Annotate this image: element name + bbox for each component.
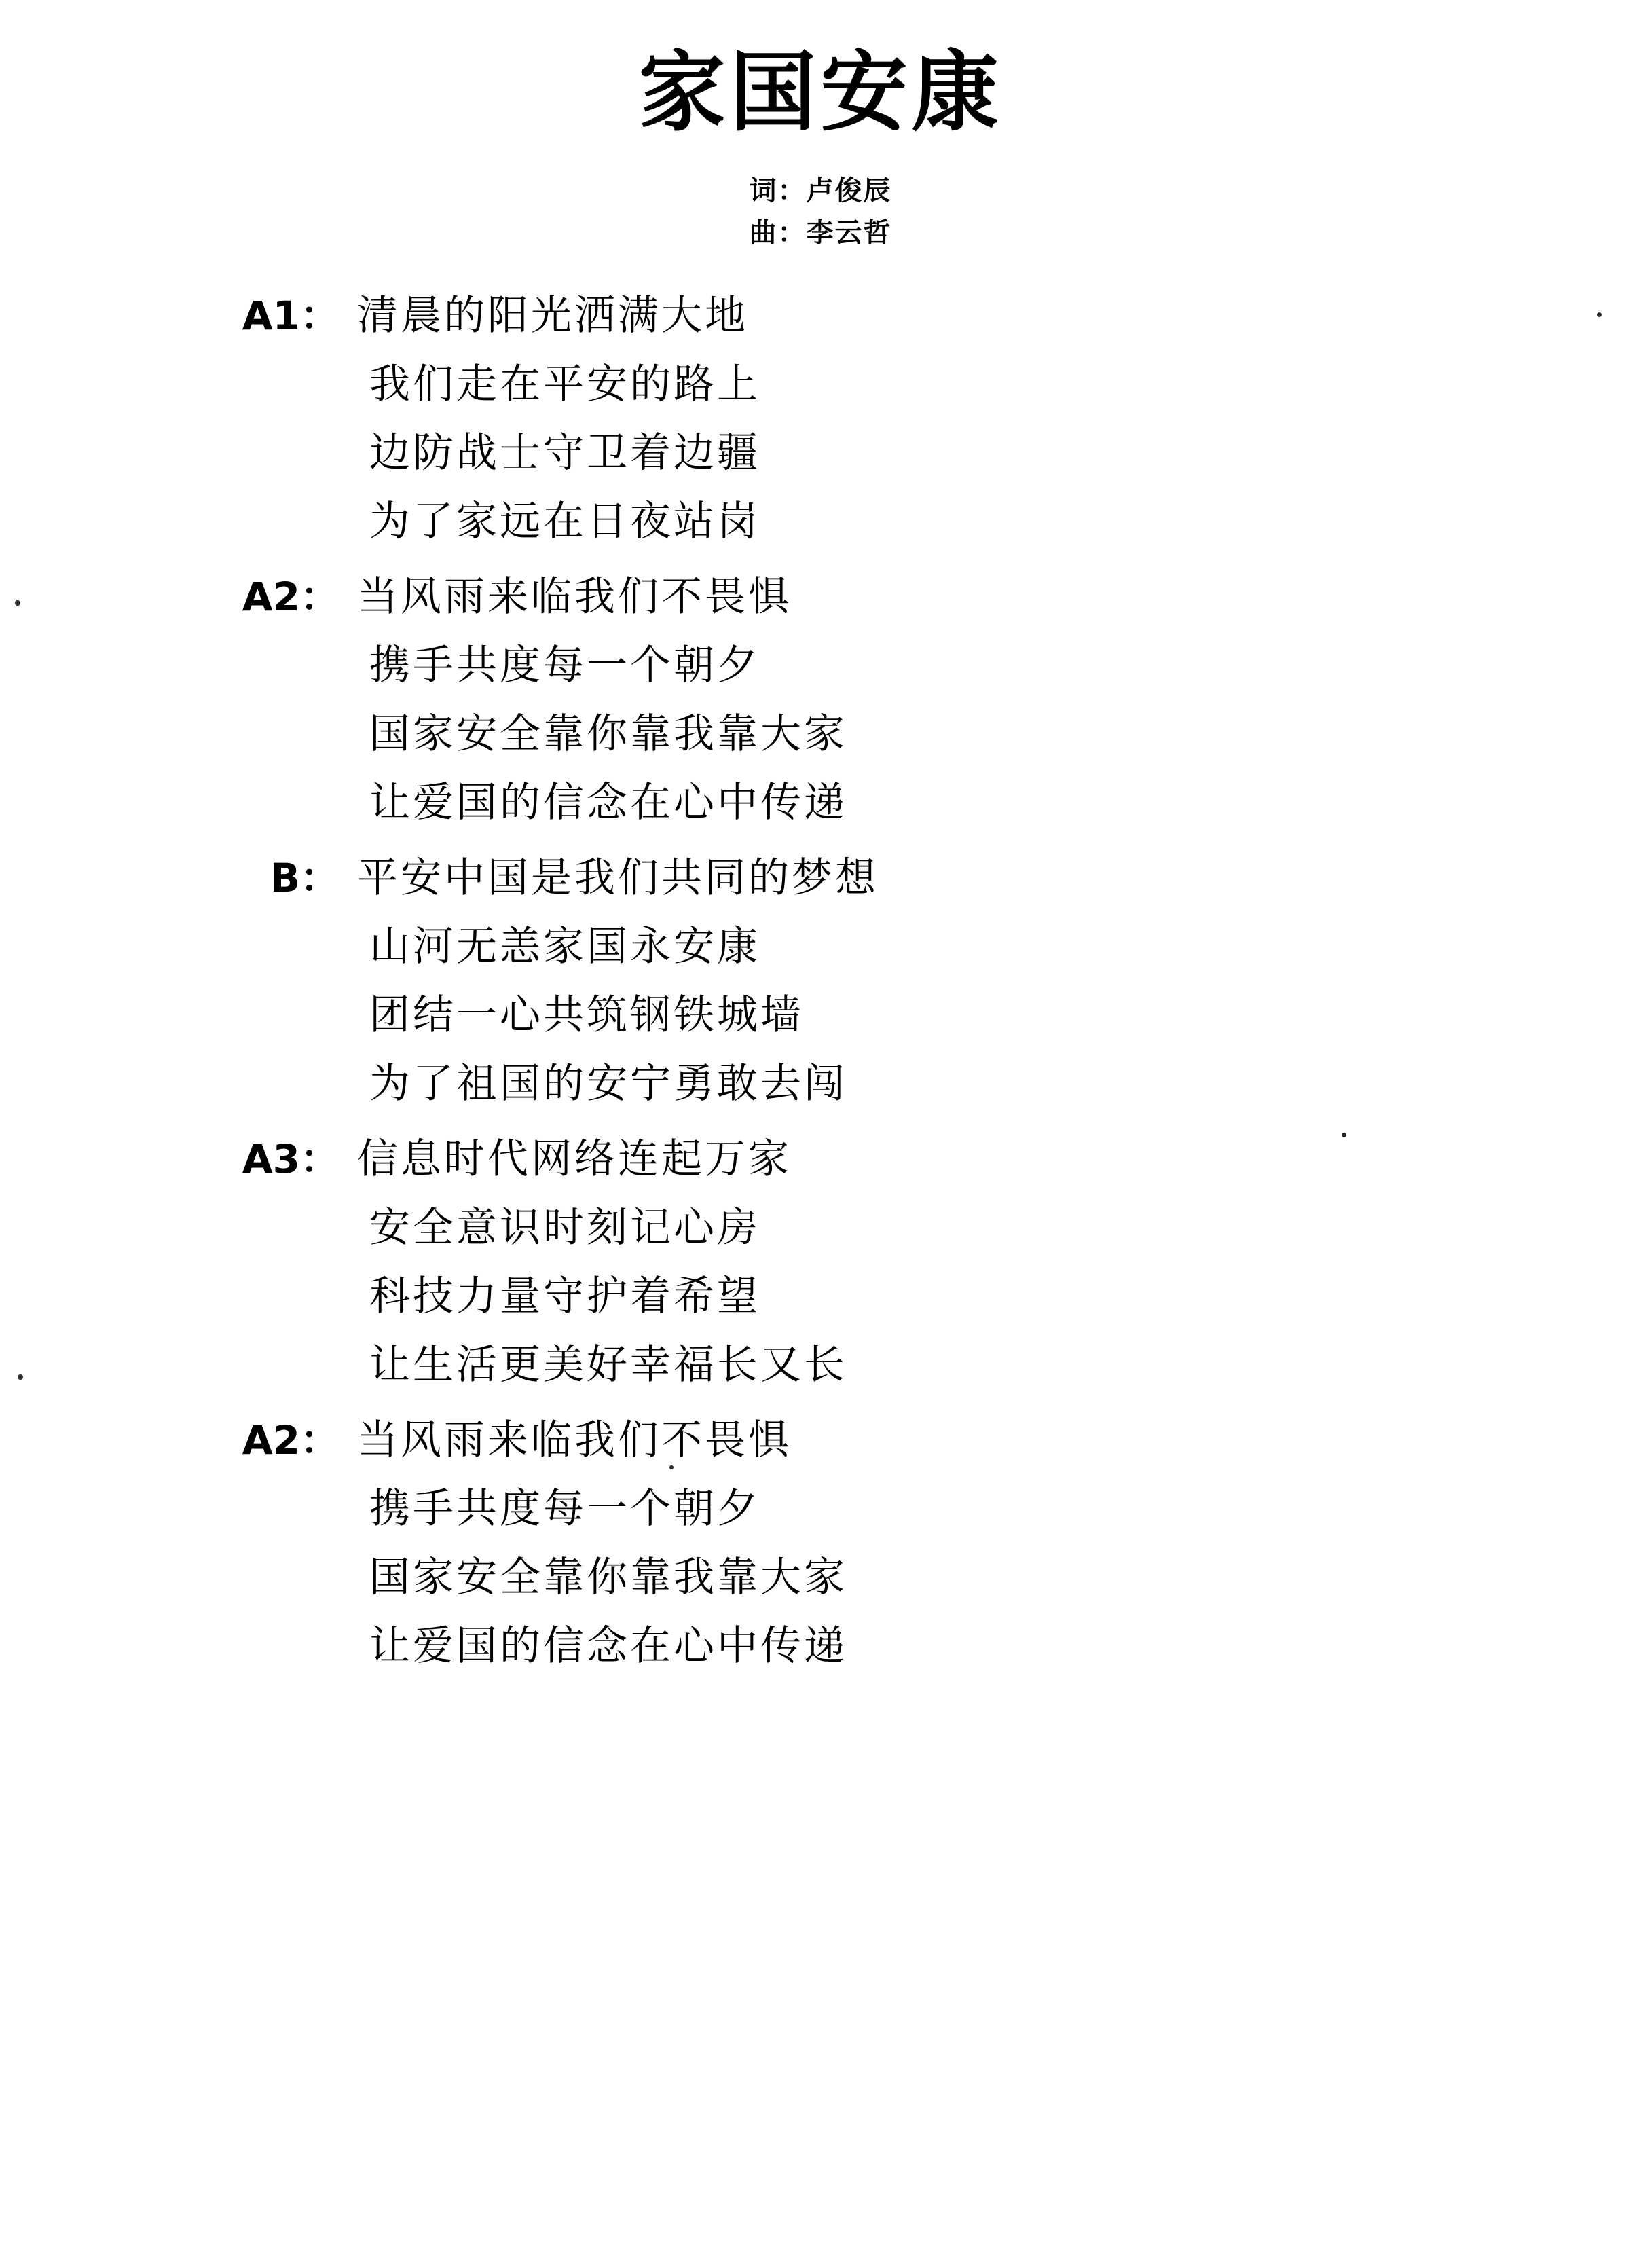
lyric-text: 边防战士守卫着边疆 — [369, 428, 760, 477]
lyric-line — [0, 284, 1641, 342]
lyric-line — [0, 1484, 1641, 1535]
lyric-line — [0, 778, 1641, 828]
lyric-stanza — [0, 1127, 1641, 1391]
scan-speck — [15, 600, 20, 606]
scan-speck — [1342, 1133, 1346, 1137]
lyric-text: 携手共度每一个朝夕 — [369, 1484, 760, 1533]
lyric-text: 平安中国是我们共同的梦想 — [357, 854, 879, 902]
scan-speck — [669, 1465, 674, 1469]
lyric-text: 清晨的阳光洒满大地 — [357, 291, 748, 340]
lyric-text: 让爱国的信念在心中传递 — [369, 1622, 847, 1670]
lyric-text: 为了家远在日夜站岗 — [369, 497, 760, 545]
scan-speck — [1597, 312, 1602, 317]
lyric-stanza — [0, 846, 1641, 1110]
lyric-text: 让爱国的信念在心中传递 — [369, 778, 847, 826]
stanza-label: A1： — [242, 292, 339, 339]
lyric-line — [0, 640, 1641, 691]
lyric-line — [0, 1340, 1641, 1391]
lyric-line — [0, 359, 1641, 410]
lyric-line — [0, 921, 1641, 972]
stanza-label: A2： — [242, 1416, 339, 1463]
lyric-line — [0, 846, 1641, 904]
lyric-line — [0, 709, 1641, 760]
stanza-label: A2： — [242, 573, 339, 620]
lyric-text: 国家安全靠你靠我靠大家 — [369, 710, 847, 758]
stanza-label: B： — [270, 854, 339, 901]
lyricist-credit: 词：卢俊辰 — [749, 174, 892, 206]
lyric-text: 当风雨来临我们不畏惧 — [357, 572, 792, 621]
lyric-text: 团结一心共筑钢铁城墙 — [369, 991, 804, 1039]
lyric-line — [0, 565, 1641, 623]
lyric-stanza — [0, 284, 1641, 547]
lyric-line — [0, 1059, 1641, 1110]
lyric-text: 携手共度每一个朝夕 — [369, 641, 760, 689]
lyric-stanza — [0, 565, 1641, 828]
credits-block — [0, 170, 1641, 254]
lyric-line — [0, 1621, 1641, 1672]
lyric-line — [0, 1271, 1641, 1322]
lyric-line — [0, 1552, 1641, 1603]
lyric-text: 我们走在平安的路上 — [369, 360, 760, 408]
lyric-text: 信息时代网络连起万家 — [357, 1135, 792, 1183]
page-title: 家国安康 — [638, 41, 1003, 143]
document-page — [0, 41, 1641, 2268]
lyric-line — [0, 428, 1641, 479]
lyric-text: 山河无恙家国永安康 — [369, 922, 760, 970]
lyric-text: 当风雨来临我们不畏惧 — [357, 1416, 792, 1464]
lyric-line — [0, 1127, 1641, 1185]
lyric-stanza — [0, 1408, 1641, 1672]
lyric-line — [0, 1408, 1641, 1466]
lyric-text: 科技力量守护着希望 — [369, 1272, 760, 1320]
lyric-text: 让生活更美好幸福长又长 — [369, 1340, 847, 1389]
lyric-text: 安全意识时刻记心房 — [369, 1203, 760, 1251]
lyrics-body — [0, 284, 1641, 1672]
lyric-line — [0, 1203, 1641, 1254]
stanza-label: A3： — [242, 1135, 339, 1182]
lyric-line — [0, 990, 1641, 1041]
lyric-text: 国家安全靠你靠我靠大家 — [369, 1553, 847, 1601]
lyric-line — [0, 496, 1641, 547]
composer-credit: 曲：李云哲 — [749, 216, 892, 249]
lyric-text: 为了祖国的安宁勇敢去闯 — [369, 1059, 847, 1108]
scan-speck — [18, 1374, 23, 1380]
